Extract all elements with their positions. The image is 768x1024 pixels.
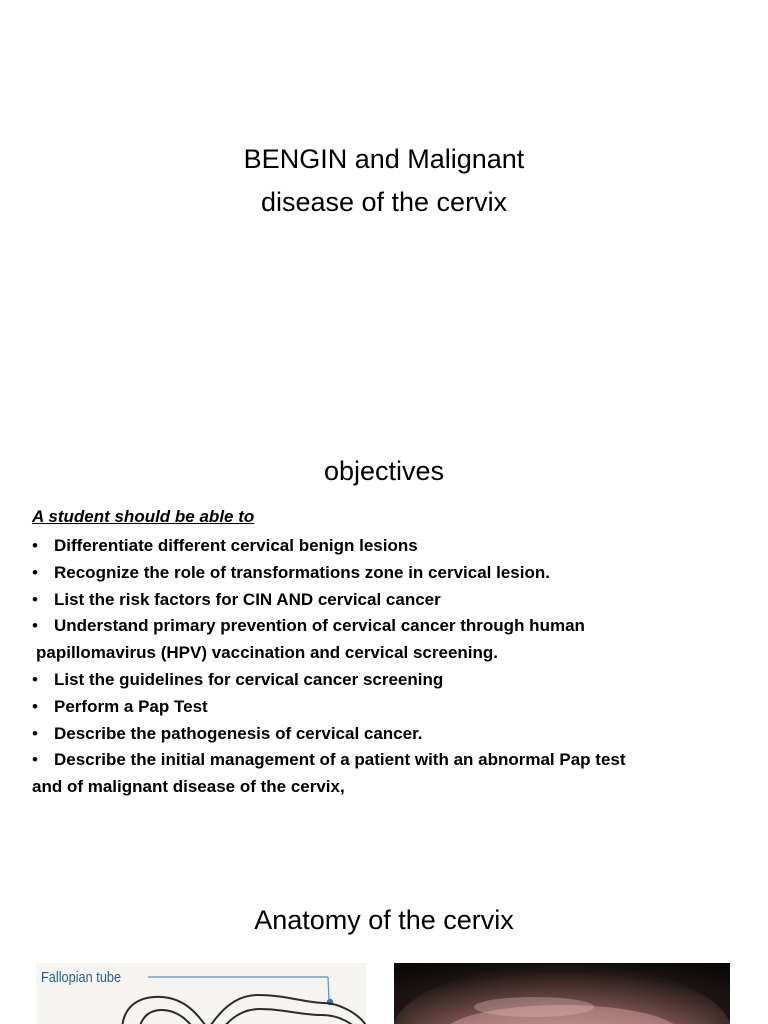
fallopian-tube-label: Fallopian tube — [41, 969, 122, 986]
cervix-photo — [394, 963, 730, 1024]
bullet-icon: • — [32, 536, 38, 555]
objective-item: • Perform a Pap Test — [32, 694, 742, 721]
objective-item: • Recognize the role of transformations zone in cervical lesion. — [32, 560, 742, 587]
bullet-icon: • — [32, 616, 38, 636]
objectives-heading: objectives — [323, 456, 445, 486]
objectives-slide — [0, 430, 768, 870]
objectives-list — [32, 533, 742, 801]
cervix-photo-image — [394, 963, 730, 1024]
title-slide — [0, 0, 768, 430]
bullet-icon: • — [32, 696, 38, 716]
bullet-icon: • — [32, 723, 38, 743]
objective-item: • Understand primary prevention of cervical cancer through human — [32, 613, 742, 640]
objective-item-continuation: and of malignant disease of the cervix, — [32, 777, 345, 797]
title-line-1: BENGIN and Malignant — [243, 144, 525, 174]
objective-item: • List the guidelines for cervical cancer screening — [32, 667, 742, 694]
objectives-intro: A student should be able to — [32, 507, 255, 526]
objective-item: • Describe the pathogenesis of cervical cancer. — [32, 721, 742, 748]
objective-item: • Differentiate different cervical benign lesions — [32, 533, 742, 560]
bullet-icon: • — [32, 750, 38, 770]
anatomy-title: Anatomy of the cervix — [254, 905, 514, 935]
objective-item-continuation: papillomavirus (HPV) vaccination and cervical screening. — [36, 643, 498, 663]
bullet-icon: • — [32, 669, 38, 689]
bullet-icon: • — [32, 589, 38, 609]
bullet-icon: • — [32, 562, 38, 582]
objective-item: • Describe the initial management of a patient with an abnormal Pap test — [32, 747, 742, 774]
anatomy-slide — [0, 870, 768, 1024]
objective-item: • List the risk factors for CIN AND cervical cancer — [32, 587, 742, 614]
uterus-diagram — [36, 963, 366, 1024]
title-line-2: disease of the cervix — [260, 187, 508, 217]
